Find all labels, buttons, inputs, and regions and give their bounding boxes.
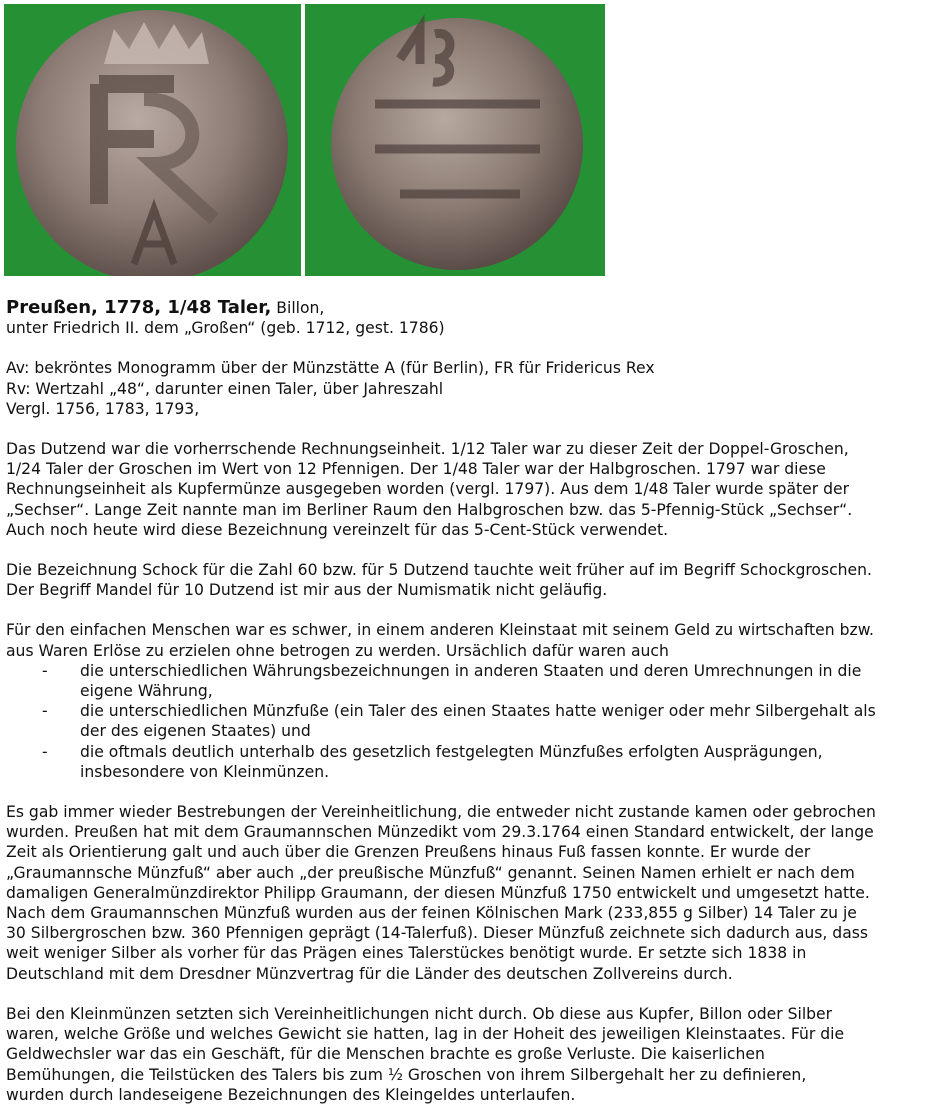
coin-photos	[4, 4, 605, 276]
coin-title	[6, 298, 940, 318]
coin-title-material: Billon,	[271, 299, 325, 317]
bullet-dash: -	[42, 661, 48, 680]
coin-ruler-line: unter Friedrich II. dem „Großen“ (geb. 1712, gest. 1786)	[6, 319, 445, 338]
bullet-dash: -	[42, 742, 48, 761]
list-item-text: die unterschiedlichen Währungsbezeichnungen in anderen Staaten und deren Umrechnungen in die eigene Währung,	[80, 661, 862, 701]
paragraph-vereinheitlichung: Es gab immer wieder Bestrebungen der Vereinheitlichung, die entweder nicht zustande kamen oder gebrochen wurden. Preußen hat mit dem Graumannschen Münzedikt vom 29.3.1764 einen Standard entwickelt, der lange Zeit als Orientierung galt und auch über die Grenzen Preußens hinaus Fuß fassen konnte. Er wurde der „Graumannsche Münzfuß“ aber auch „der preußische Münzfuß“ genannt. Seinen Namen erhielt er nach dem damaligen Generalmünzdirektor Philipp Graumann, der diesen Münzfuß 1750 entwickelt und umgesetzt hatte. Nach dem Graumannschen Münzfuß wurden aus der feinen Kölnischen Mark (233,855 g Silber) 14 Taler zu je 30 Silbergroschen bzw. 360 Pfennigen geprägt (14-Talerfuß). Dieser Münzfuß zeichnete sich dadurch aus, dass weit weniger Silber als vorher für das Prägen eines Talerstückes benötigt wurde. Er setzte sich 1838 in Deutschland mit dem Dresdner Münzvertrag für die Länder des deutschen Zollvereins durch.	[6, 803, 876, 983]
list-item-text: die unterschiedlichen Münzfuße (ein Taler des einen Staates hatte weniger oder mehr Silbergehalt als der des eigenen Staates) und	[80, 702, 876, 741]
list-item	[6, 661, 940, 701]
paragraph-kleinstaat: Für den einfachen Menschen war es schwer, in einem anderen Kleinstaat mit seinem Geld zu wirtschaften bzw. aus Waren Erlöse zu erzielen ohne betrogen zu werden. Ursächlich dafür waren auch	[6, 621, 874, 660]
obverse-description: Av: bekröntes Monogramm über der Münzstätte A (für Berlin), FR für Fridericus Rex	[6, 359, 655, 378]
coin-reverse-picture	[305, 4, 605, 276]
reverse-description: Rv: Wertzahl „48“, darunter einen Taler, über Jahreszahl	[6, 379, 444, 398]
coin-obverse-picture	[4, 4, 301, 276]
bullet-dash: -	[42, 702, 48, 721]
list-item	[6, 742, 940, 782]
paragraph-dutzend: Das Dutzend war die vorherrschende Rechnungseinheit. 1/12 Taler war zu dieser Zeit der Doppel-Groschen, 1/24 Taler der Groschen im Wert von 12 Pfennigen. Der 1/48 Taler war der Halbgroschen. 1797 war diese Rechnungseinheit als Kupfermünze ausgegeben worden (vergl. 1797). Aus dem 1/48 Taler wurde später der „Sechser“. Lange Zeit nannte man im Berliner Raum den Halbgroschen bzw. das 5-Pfennig-Stück „Sechser“. Auch noch heute wird diese Bezeichnung vereinzelt für das 5-Cent-Stück verwendet.	[6, 440, 853, 539]
coin-reverse-image	[305, 4, 605, 276]
coin-obverse-image	[4, 4, 301, 276]
coin-title-bold: Preußen, 1778, 1/48 Taler,	[6, 297, 272, 318]
reasons-list	[6, 661, 940, 782]
paragraph-kleinmuenzen: Bei den Kleinmünzen setzten sich Vereinheitlichungen nicht durch. Ob diese aus Kupfer, Billon oder Silber waren, welche Größe und welches Gewicht sie hatten, lag in der Hoheit des jeweiligen Kleinstaates. Für die Geldwechsler war das ein Geschäft, für die Menschen brachte es große Verluste. Die kaiserlichen Bemühungen, die Teilstücken des Talers bis zum ½ Groschen von ihrem Silbergehalt her zu definieren, wurden durch landeseigene Bezeichnungen des Kleingeldes unterlaufen.	[6, 1004, 845, 1104]
list-item	[6, 701, 940, 741]
article-text	[6, 298, 940, 1105]
comparison-years: Vergl. 1756, 1783, 1793,	[6, 399, 200, 418]
paragraph-schock: Die Bezeichnung Schock für die Zahl 60 bzw. für 5 Dutzend tauchte weit früher auf im Begriff Schockgroschen. Der Begriff Mandel für 10 Dutzend ist mir aus der Numismatik nicht geläufig.	[6, 561, 872, 600]
list-item-text: die oftmals deutlich unterhalb des gesetzlich festgelegten Münzfußes erfolgten Ausprägungen, insbesondere von Kleinmünzen.	[80, 742, 823, 781]
